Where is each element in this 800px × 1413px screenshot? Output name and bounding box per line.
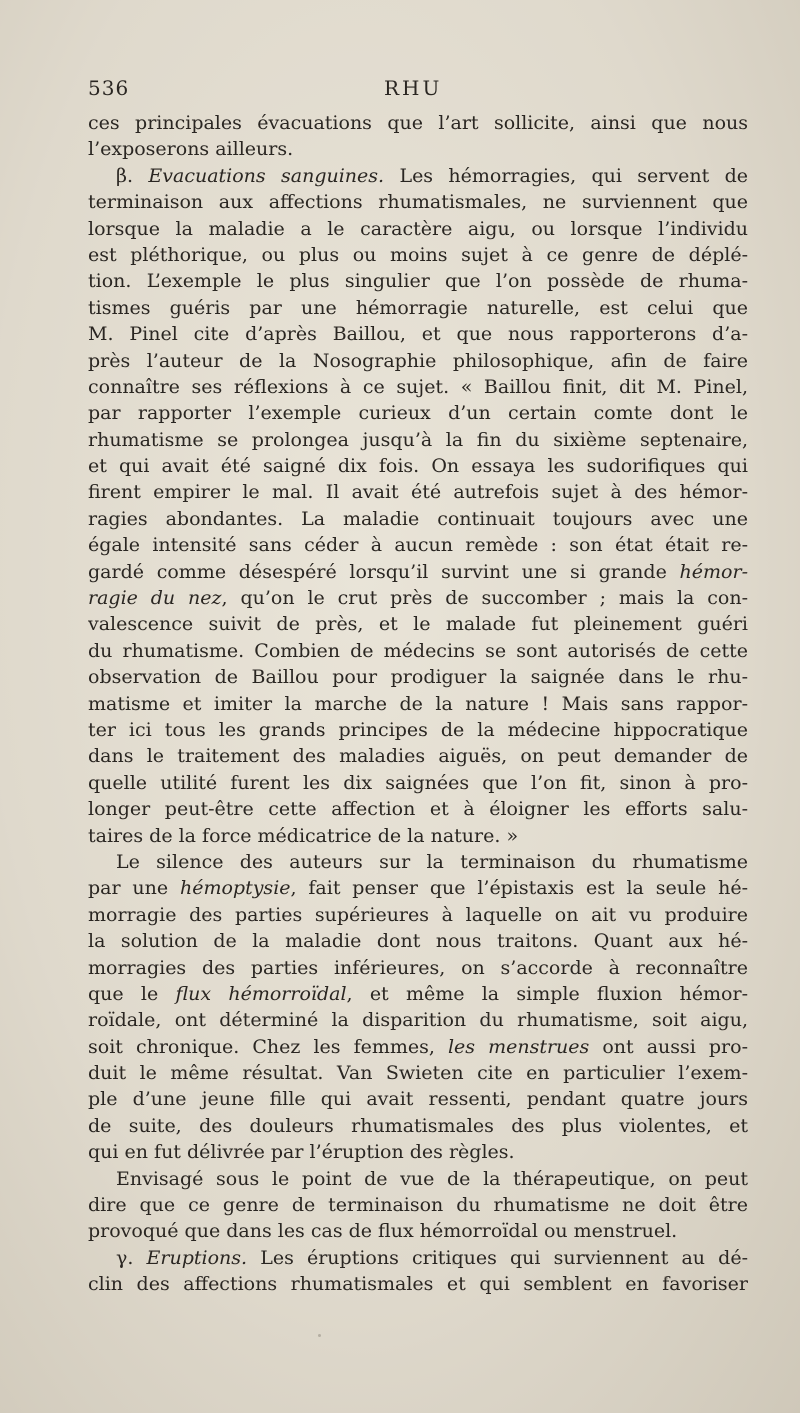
- text-line: [88, 374, 748, 400]
- text-line: [88, 295, 748, 321]
- text-line: [88, 400, 748, 426]
- text-line: [88, 110, 748, 136]
- text-line: [88, 479, 748, 505]
- text-segment: , et même la simple fluxion hémor-: [346, 982, 748, 1005]
- text-segment: clin des affections rhumatismales et qui semblent en favoriser: [88, 1273, 748, 1296]
- text-line: [88, 1113, 748, 1139]
- text-line: [88, 163, 748, 189]
- text-segment: provoqué que dans les cas de flux hémorroïdal ou menstruel.: [88, 1220, 678, 1243]
- text-segment: , fait penser que l’épistaxis est la seule hé-: [290, 877, 748, 900]
- text-segment: ont aussi pro-: [589, 1035, 748, 1058]
- text-line: [88, 638, 748, 664]
- text-segment: de suite, des douleurs rhumatismales des plus violentes, et: [88, 1114, 748, 1137]
- text-segment: γ.: [116, 1246, 147, 1269]
- text-segment: égale intensité sans céder à aucun remède : son état était re-: [88, 534, 748, 557]
- text-segment: roïdale, ont déterminé la disparition du rhumatisme, soit aigu,: [88, 1009, 748, 1032]
- body-text: [88, 110, 748, 1298]
- text-line: [88, 348, 748, 374]
- text-segment: ces principales évacuations que l’art sollicite, ainsi que nous: [88, 112, 748, 134]
- text-segment: Le silence des auteurs sur la terminaison du rhumatisme: [116, 850, 748, 873]
- text-line: [88, 981, 748, 1007]
- text-line: [88, 268, 748, 294]
- text-line: [88, 1007, 748, 1033]
- text-segment: terminaison aux affections rhumatismales, ne surviennent que: [88, 191, 748, 214]
- text-segment: morragie des parties supérieures à laquelle on ait vu produire: [88, 903, 748, 926]
- text-segment: dire que ce genre de terminaison du rhumatisme ne doit être: [88, 1194, 748, 1217]
- paper-speck: [452, 1262, 455, 1265]
- paper-speck: [664, 1276, 668, 1280]
- italic-text: hémoptysie: [179, 877, 291, 900]
- text-segment: ragies abondantes. La maladie continuait toujours avec une: [88, 507, 748, 530]
- text-segment: Envisagé sous le point de vue de la thérapeutique, on peut: [116, 1167, 748, 1190]
- text-line: [88, 189, 748, 215]
- text-segment: Les hémorragies, qui servent de: [384, 164, 748, 187]
- text-segment: longer peut-être cette affection et à éloigner les efforts salu-: [88, 798, 748, 821]
- text-segment: est pléthorique, ou plus ou moins sujet à ce genre de déplé-: [88, 243, 748, 266]
- text-segment: soit chronique. Chez les femmes,: [88, 1035, 448, 1058]
- text-segment: dans le traitement des maladies aiguës, on peut demander de: [88, 745, 748, 768]
- text-segment: près l’auteur de la Nosographie philosophique, afin de faire: [88, 349, 748, 372]
- text-line: [88, 1166, 748, 1192]
- italic-text: Evacuations sanguines.: [148, 164, 385, 187]
- text-line: [88, 216, 748, 242]
- text-line: [88, 1139, 748, 1165]
- text-segment: qui en fut délivrée par l’éruption des règles.: [88, 1141, 515, 1164]
- text-segment: tion. L’exemple le plus singulier que l’on possède de rhuma-: [88, 270, 748, 293]
- text-line: [88, 532, 748, 558]
- italic-text: les menstrues: [447, 1035, 590, 1058]
- text-line: [88, 1218, 748, 1244]
- text-line: [88, 823, 748, 849]
- text-segment: Les éruptions critiques qui surviennent au dé-: [247, 1246, 748, 1269]
- text-segment: connaître ses réflexions à ce sujet. « Baillou finit, dit M. Pinel,: [88, 375, 748, 398]
- page-header: [88, 72, 748, 106]
- text-segment: valescence suivit de près, et le malade fut pleinement guéri: [88, 613, 748, 636]
- text-segment: M. Pinel cite d’après Baillou, et que nous rapporterons d’a-: [88, 323, 748, 346]
- text-segment: par une: [88, 877, 180, 900]
- text-line: [88, 743, 748, 769]
- text-line: [88, 611, 748, 637]
- text-segment: taires de la force médicatrice de la nature. »: [88, 824, 519, 847]
- text-segment: du rhumatisme. Combien de médecins se sont autorisés de cette: [88, 639, 748, 662]
- text-segment: firent empirer le mal. Il avait été autrefois sujet à des hémor-: [88, 481, 748, 504]
- paper-speck: [318, 1334, 321, 1337]
- text-line: [88, 1245, 748, 1271]
- text-segment: la solution de la maladie dont nous traitons. Quant aux hé-: [88, 930, 748, 953]
- text-line: [88, 242, 748, 268]
- text-line: [88, 453, 748, 479]
- text-segment: et qui avait été saigné dix fois. On essaya les sudorifiques qui: [88, 455, 748, 478]
- text-segment: lorsque la maladie a le caractère aigu, ou lorsque l’individu: [88, 217, 748, 240]
- text-line: [88, 1086, 748, 1112]
- text-line: [88, 955, 748, 981]
- italic-text: flux hémorroïdal: [175, 982, 347, 1005]
- text-line: [88, 321, 748, 347]
- text-segment: tismes guéris par une hémorragie naturelle, est celui que: [88, 296, 748, 319]
- text-segment: morragies des parties inférieures, on s’accorde à reconnaître: [88, 956, 748, 979]
- text-segment: quelle utilité furent les dix saignées que l’on fit, sinon à pro-: [88, 771, 748, 794]
- text-segment: l’exposerons ailleurs.: [88, 138, 294, 161]
- italic-text: ragie du nez: [88, 587, 222, 610]
- italic-text: Eruptions.: [146, 1246, 248, 1269]
- text-line: [88, 1271, 748, 1297]
- text-line: [88, 664, 748, 690]
- text-line: [88, 427, 748, 453]
- text-line: [88, 506, 748, 532]
- text-line: [88, 136, 748, 162]
- text-line: [88, 770, 748, 796]
- text-line: [88, 559, 748, 585]
- text-segment: matisme et imiter la marche de la nature ! Mais sans rappor-: [88, 692, 748, 715]
- text-line: [88, 849, 748, 875]
- text-line: [88, 1192, 748, 1218]
- text-segment: ple d’une jeune fille qui avait ressenti, pendant quatre jours: [88, 1088, 748, 1111]
- text-line: [88, 902, 748, 928]
- text-line: [88, 928, 748, 954]
- text-line: [88, 691, 748, 717]
- text-segment: gardé comme désespéré lorsqu’il survint une si grande: [88, 560, 680, 583]
- text-segment: par rapporter l’exemple curieux d’un certain comte dont le: [88, 402, 748, 425]
- text-line: [88, 585, 748, 611]
- text-segment: ter ici tous les grands principes de la médecine hippocratique: [88, 718, 748, 741]
- italic-text: hémor-: [679, 560, 748, 583]
- text-segment: observation de Baillou pour prodiguer la saignée dans le rhu-: [88, 666, 748, 689]
- text-line: [88, 796, 748, 822]
- text-segment: , qu’on le crut près de succomber ; mais la con-: [221, 587, 748, 610]
- text-line: [88, 1060, 748, 1086]
- text-segment: que le: [88, 982, 176, 1005]
- text-segment: β.: [116, 164, 149, 187]
- text-segment: duit le même résultat. Van Swieten cite en particulier l’exem-: [88, 1062, 748, 1085]
- text-line: [88, 875, 748, 901]
- text-line: [88, 1034, 748, 1060]
- text-segment: rhumatisme se prolongea jusqu’à la fin du sixième septenaire,: [88, 428, 748, 451]
- text-line: [88, 717, 748, 743]
- page-number: 536: [88, 76, 130, 100]
- running-head: RHU: [384, 76, 443, 100]
